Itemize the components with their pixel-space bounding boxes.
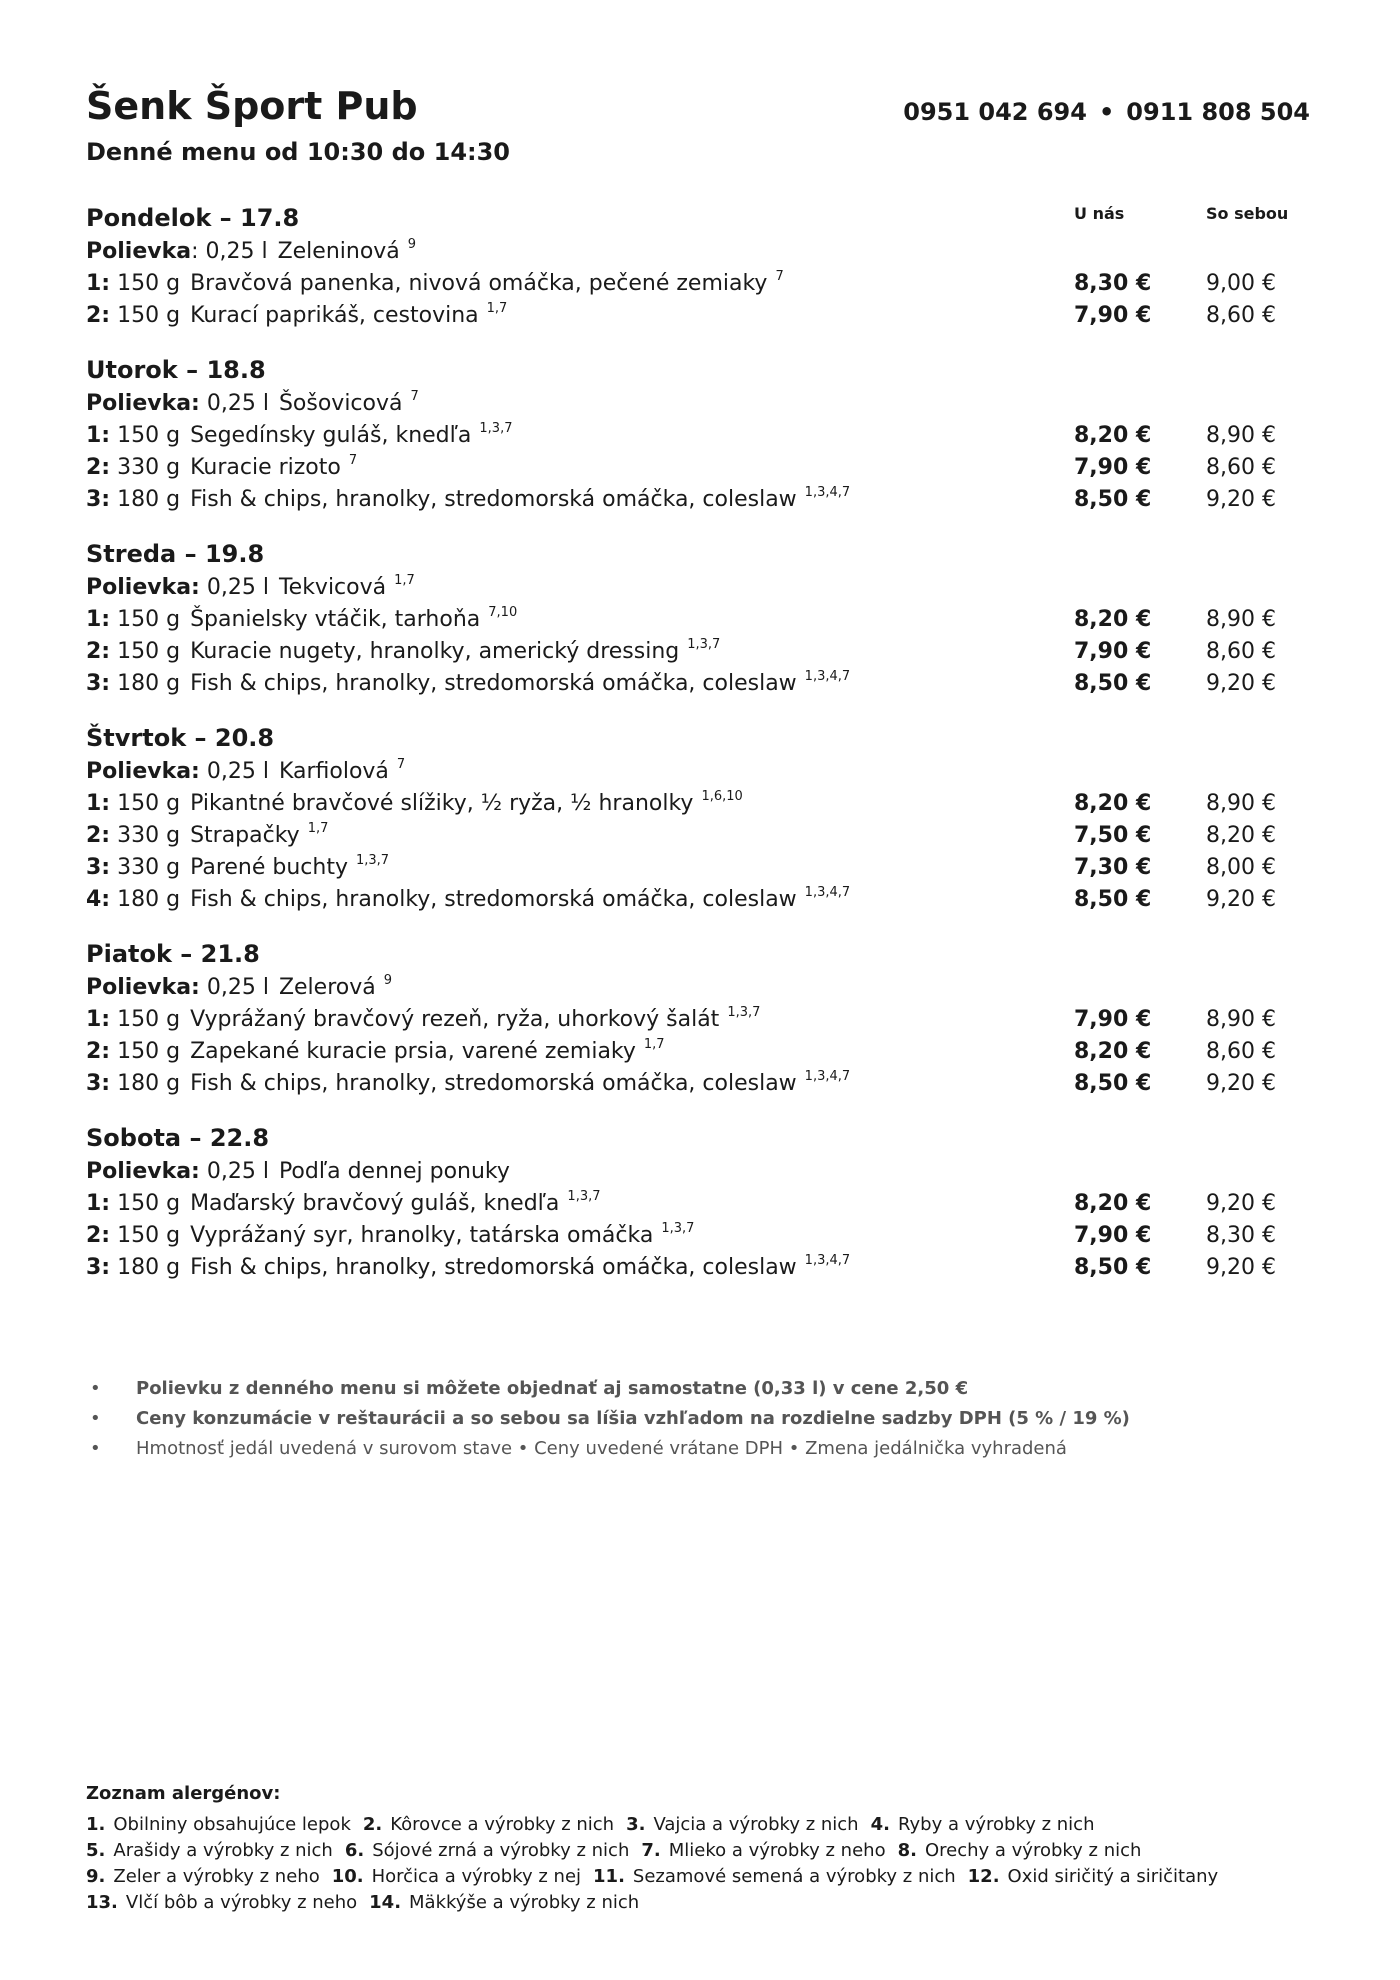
item-number: 2:	[86, 823, 111, 848]
allergen-item	[86, 1814, 351, 1835]
item-name: Fish & chips, hranolky, stredomorská omáčka, coleslaw	[190, 1071, 797, 1096]
menu-item	[86, 484, 1316, 516]
notes-list	[90, 1374, 1290, 1464]
price-away: 9,20 €	[1206, 887, 1276, 912]
day-title: Piatok – 21.8	[86, 940, 260, 968]
price-here: 8,50 €	[1074, 671, 1152, 696]
allergen-name: Orechy a výrobky z nich	[924, 1840, 1142, 1861]
allergen-heading: Zoznam alergénov:	[86, 1783, 281, 1804]
item-quantity: 330 g	[117, 455, 181, 480]
menu-item	[86, 1252, 1316, 1284]
item-name: Kuracie rizoto	[190, 455, 341, 480]
price-away: 9,20 €	[1206, 487, 1276, 512]
allergen-name: Vlčí bôb a výrobky z neho	[125, 1892, 358, 1913]
column-header-away: So sebou	[1206, 204, 1289, 223]
price-here: 7,90 €	[1074, 1007, 1152, 1032]
price-here: 8,50 €	[1074, 487, 1152, 512]
item-name: Fish & chips, hranolky, stredomorská omáčka, coleslaw	[190, 887, 797, 912]
allergen-item	[968, 1866, 1219, 1887]
price-here: 8,20 €	[1074, 1191, 1152, 1216]
price-away: 9,00 €	[1206, 271, 1276, 296]
soup-label: Polievka:	[86, 575, 200, 600]
allergen-codes: 1,7	[307, 821, 329, 836]
allergen-number: 13.	[86, 1892, 118, 1913]
day-section	[86, 200, 1316, 332]
menu-item	[86, 1036, 1316, 1068]
price-away: 8,60 €	[1206, 639, 1276, 664]
soup-label: Polievka:	[86, 975, 200, 1000]
soup-name: Podľa dennej ponuky	[278, 1159, 510, 1184]
item-quantity: 180 g	[117, 671, 181, 696]
allergen-codes: 1,3,4,7	[804, 1069, 851, 1084]
allergen-number: 14.	[369, 1892, 402, 1913]
item-number: 1:	[86, 271, 111, 296]
menu-item	[86, 268, 1316, 300]
soup-label: Polievka:	[86, 391, 200, 416]
price-here: 7,90 €	[1074, 1223, 1152, 1248]
day-title: Pondelok – 17.8	[86, 204, 300, 232]
soup-row	[86, 388, 1316, 420]
allergen-item	[345, 1840, 630, 1861]
allergen-number: 9.	[86, 1866, 106, 1887]
day-section	[86, 1120, 1316, 1284]
item-quantity: 150 g	[117, 271, 181, 296]
allergen-codes: 7	[396, 757, 406, 772]
allergen-item	[86, 1892, 357, 1913]
item-number: 2:	[86, 303, 111, 328]
item-number: 3:	[86, 1255, 111, 1280]
menu-item	[86, 1068, 1316, 1100]
price-here: 7,50 €	[1074, 823, 1152, 848]
price-away: 9,20 €	[1206, 1071, 1276, 1096]
price-away: 8,90 €	[1206, 607, 1276, 632]
soup-row	[86, 236, 1316, 268]
allergen-name: Sójové zrná a výrobky z nich	[372, 1840, 630, 1861]
soup-row	[86, 756, 1316, 788]
menu-item	[86, 452, 1316, 484]
item-quantity: 150 g	[117, 1191, 181, 1216]
allergen-name: Mäkkýše a výrobky z nich	[409, 1892, 640, 1913]
phone-separator: •	[1098, 98, 1115, 126]
soup-name: Tekvicová	[278, 575, 387, 600]
allergen-number: 1.	[86, 1814, 106, 1835]
allergen-codes: 1,3,4,7	[804, 485, 851, 500]
item-name: Bravčová panenka, nivová omáčka, pečené zemiaky	[190, 271, 768, 296]
allergen-codes: 7	[348, 453, 358, 468]
price-here: 7,90 €	[1074, 303, 1152, 328]
menu-item	[86, 820, 1316, 852]
item-name: Vyprážaný bravčový rezeň, ryža, uhorkový šalát	[190, 1007, 720, 1032]
allergen-number: 2.	[362, 1814, 383, 1835]
allergen-codes: 1,3,4,7	[804, 885, 851, 900]
menu-hours: Denné menu od 10:30 do 14:30	[86, 138, 511, 166]
price-here: 8,50 €	[1074, 1255, 1152, 1280]
menu-item	[86, 852, 1316, 884]
allergen-number: 12.	[967, 1866, 1000, 1887]
allergen-name: Zeler a výrobky z neho	[113, 1866, 320, 1887]
price-here: 8,50 €	[1074, 887, 1152, 912]
price-away: 8,90 €	[1206, 1007, 1276, 1032]
item-name: Kuracie nugety, hranolky, americký dressing	[190, 639, 680, 664]
allergen-item	[86, 1840, 333, 1861]
allergen-name: Ryby a výrobky z nich	[897, 1814, 1095, 1835]
item-number: 1:	[86, 423, 111, 448]
note-text: Ceny konzumácie v reštaurácii a so sebou sa líšia vzhľadom na rozdielne sadzby DPH (5 % / 19 %)	[136, 1408, 1130, 1429]
soup-quantity: 0,25 l	[206, 975, 269, 1000]
column-header-here: U nás	[1074, 204, 1125, 223]
soup-quantity: 0,25 l	[206, 1159, 269, 1184]
item-name: Zapekané kuracie prsia, varené zemiaky	[190, 1039, 636, 1064]
price-here: 8,30 €	[1074, 271, 1152, 296]
bullet-icon: •	[90, 1438, 101, 1459]
daily-menu	[86, 200, 1316, 1304]
allergen-item	[898, 1840, 1142, 1861]
allergen-codes: 1,3,7	[567, 1189, 601, 1204]
allergen-number: 8.	[897, 1840, 917, 1861]
menu-item	[86, 1220, 1316, 1252]
day-title: Sobota – 22.8	[86, 1124, 270, 1152]
bullet-icon: •	[90, 1378, 101, 1399]
price-away: 8,60 €	[1206, 1039, 1276, 1064]
allergen-line	[86, 1864, 1306, 1890]
phone-number-1[interactable]: 0951 042 694	[903, 98, 1087, 126]
soup-row	[86, 1156, 1316, 1188]
allergen-item	[369, 1892, 639, 1913]
soup-row	[86, 572, 1316, 604]
menu-item	[86, 788, 1316, 820]
allergen-codes: 1,3,7	[727, 1005, 761, 1020]
allergen-item	[626, 1814, 859, 1835]
item-number: 2:	[86, 455, 111, 480]
allergen-item	[332, 1866, 581, 1887]
menu-item	[86, 1004, 1316, 1036]
soup-name: Zelerová	[278, 975, 376, 1000]
item-quantity: 150 g	[117, 1039, 181, 1064]
menu-item	[86, 884, 1316, 916]
allergen-codes: 7,10	[488, 605, 518, 620]
soup-quantity: 0,25 l	[206, 575, 269, 600]
item-number: 2:	[86, 1223, 111, 1248]
item-number: 1:	[86, 607, 111, 632]
price-away: 8,60 €	[1206, 455, 1276, 480]
soup-row	[86, 972, 1316, 1004]
soup-label: Polievka:	[86, 1159, 200, 1184]
item-quantity: 150 g	[117, 303, 181, 328]
allergen-item	[641, 1840, 885, 1861]
price-here: 8,20 €	[1074, 423, 1152, 448]
menu-item	[86, 604, 1316, 636]
item-quantity: 180 g	[117, 487, 181, 512]
price-away: 9,20 €	[1206, 1191, 1276, 1216]
soup-label: Polievka	[86, 239, 192, 264]
allergen-number: 5.	[86, 1840, 106, 1861]
item-quantity: 180 g	[117, 887, 181, 912]
day-section	[86, 720, 1316, 916]
allergen-number: 10.	[331, 1866, 364, 1887]
allergen-line	[86, 1890, 1306, 1916]
phone-number-2[interactable]: 0911 808 504	[1126, 98, 1310, 126]
note-text: Polievku z denného menu si môžete objednať aj samostatne (0,33 l) v cene 2,50 €	[136, 1378, 969, 1399]
item-number: 1:	[86, 791, 111, 816]
item-quantity: 330 g	[117, 855, 181, 880]
price-here: 7,90 €	[1074, 639, 1152, 664]
soup-quantity: 0,25 l	[205, 239, 268, 264]
item-quantity: 180 g	[117, 1071, 181, 1096]
allergen-name: Horčica a výrobky z nej	[371, 1866, 582, 1887]
menu-item	[86, 300, 1316, 332]
soup-label: Polievka:	[86, 759, 200, 784]
item-number: 3:	[86, 855, 111, 880]
price-away: 9,20 €	[1206, 1255, 1276, 1280]
allergen-item	[86, 1866, 320, 1887]
allergen-name: Sezamové semená a výrobky z nich	[632, 1866, 956, 1887]
day-title: Štvrtok – 20.8	[86, 724, 275, 752]
allergen-codes: 9	[383, 973, 393, 988]
allergen-codes: 1,7	[643, 1037, 665, 1052]
item-quantity: 150 g	[117, 607, 181, 632]
item-name: Strapačky	[190, 823, 300, 848]
price-away: 8,90 €	[1206, 423, 1276, 448]
allergen-number: 11.	[593, 1866, 625, 1887]
allergen-codes: 7	[775, 269, 784, 284]
item-name: Segedínsky guláš, knedľa	[190, 423, 472, 448]
item-number: 3:	[86, 1071, 111, 1096]
soup-colon: :	[191, 239, 199, 264]
price-here: 8,20 €	[1074, 607, 1152, 632]
price-here: 7,90 €	[1074, 455, 1152, 480]
item-number: 3:	[86, 487, 111, 512]
allergen-codes: 1,3,7	[661, 1221, 695, 1236]
soup-quantity: 0,25 l	[206, 391, 269, 416]
item-name: Španielsky vtáčik, tarhoňa	[190, 607, 481, 632]
allergen-item	[593, 1866, 956, 1887]
price-here: 8,20 €	[1074, 1039, 1152, 1064]
note-text: Hmotnosť jedál uvedená v surovom stave • Ceny uvedené vrátane DPH • Zmena jedálnička vyhradená	[136, 1438, 1067, 1459]
allergen-line	[86, 1838, 1306, 1864]
allergen-codes: 1,6,10	[701, 789, 743, 804]
item-number: 3:	[86, 671, 111, 696]
bullet-icon: •	[90, 1408, 101, 1429]
allergen-codes: 1,7	[394, 573, 415, 588]
price-away: 9,20 €	[1206, 671, 1276, 696]
day-section	[86, 936, 1316, 1100]
allergen-name: Obilniny obsahujúce lepok	[113, 1814, 351, 1835]
note-item	[90, 1374, 1290, 1404]
soup-name: Zeleninová	[277, 239, 400, 264]
item-name: Parené buchty	[190, 855, 348, 880]
allergen-codes: 1,3,7	[355, 853, 390, 868]
item-number: 2:	[86, 639, 111, 664]
allergen-name: Mlieko a výrobky z neho	[668, 1840, 886, 1861]
item-name: Fish & chips, hranolky, stredomorská omáčka, coleslaw	[190, 1255, 797, 1280]
item-name: Vyprážaný syr, hranolky, tatárska omáčka	[190, 1223, 654, 1248]
item-name: Pikantné bravčové slížiky, ½ ryža, ½ hranolky	[190, 791, 694, 816]
allergen-codes: 1,3,7	[687, 637, 721, 652]
item-name: Kurací paprikáš, cestovina	[190, 303, 479, 328]
phone-numbers	[903, 98, 1310, 126]
allergen-number: 7.	[641, 1840, 661, 1861]
soup-name: Karfiolová	[278, 759, 389, 784]
price-here: 8,50 €	[1074, 1071, 1152, 1096]
allergen-item	[871, 1814, 1095, 1835]
note-item	[90, 1404, 1290, 1434]
note-item	[90, 1434, 1290, 1464]
allergen-codes: 7	[410, 389, 419, 404]
allergen-codes: 1,3,7	[479, 421, 513, 436]
item-number: 1:	[86, 1191, 111, 1216]
soup-name: Šošovicová	[278, 391, 403, 416]
day-section	[86, 536, 1316, 700]
soup-quantity: 0,25 l	[206, 759, 269, 784]
price-away: 8,30 €	[1206, 1223, 1276, 1248]
price-away: 8,90 €	[1206, 791, 1276, 816]
menu-item	[86, 636, 1316, 668]
allergen-name: Arašidy a výrobky z nich	[113, 1840, 333, 1861]
item-quantity: 180 g	[117, 1255, 181, 1280]
allergen-number: 4.	[870, 1814, 890, 1835]
item-quantity: 150 g	[117, 1223, 181, 1248]
price-away: 8,60 €	[1206, 303, 1276, 328]
allergen-codes: 1,3,4,7	[804, 669, 851, 684]
allergen-line	[86, 1812, 1306, 1838]
item-name: Fish & chips, hranolky, stredomorská omáčka, coleslaw	[190, 671, 797, 696]
item-number: 4:	[86, 887, 111, 912]
price-here: 7,30 €	[1074, 855, 1152, 880]
price-away: 8,20 €	[1206, 823, 1276, 848]
allergen-name: Kôrovce a výrobky z nich	[390, 1814, 615, 1835]
day-title: Streda – 19.8	[86, 540, 265, 568]
item-quantity: 150 g	[117, 791, 181, 816]
item-number: 1:	[86, 1007, 111, 1032]
item-name: Maďarský bravčový guláš, knedľa	[190, 1191, 560, 1216]
allergen-codes: 9	[407, 237, 417, 252]
item-name: Fish & chips, hranolky, stredomorská omáčka, coleslaw	[190, 487, 797, 512]
allergen-number: 3.	[626, 1814, 646, 1835]
price-here: 8,20 €	[1074, 791, 1152, 816]
allergen-item	[363, 1814, 614, 1835]
allergen-name: Oxid siričitý a siričitany	[1007, 1866, 1219, 1887]
page-title: Šenk Šport Pub	[86, 84, 418, 128]
menu-item	[86, 668, 1316, 700]
menu-item	[86, 1188, 1316, 1220]
menu-item	[86, 420, 1316, 452]
allergen-list	[86, 1776, 1306, 1916]
allergen-name: Vajcia a výrobky z nich	[653, 1814, 859, 1835]
allergen-number: 6.	[344, 1840, 365, 1861]
item-number: 2:	[86, 1039, 111, 1064]
item-quantity: 330 g	[117, 823, 181, 848]
day-section	[86, 352, 1316, 516]
day-title: Utorok – 18.8	[86, 356, 266, 384]
item-quantity: 150 g	[117, 423, 181, 448]
allergen-codes: 1,7	[486, 301, 508, 316]
allergen-codes: 1,3,4,7	[804, 1253, 851, 1268]
item-quantity: 150 g	[117, 1007, 181, 1032]
item-quantity: 150 g	[117, 639, 181, 664]
price-away: 8,00 €	[1206, 855, 1276, 880]
